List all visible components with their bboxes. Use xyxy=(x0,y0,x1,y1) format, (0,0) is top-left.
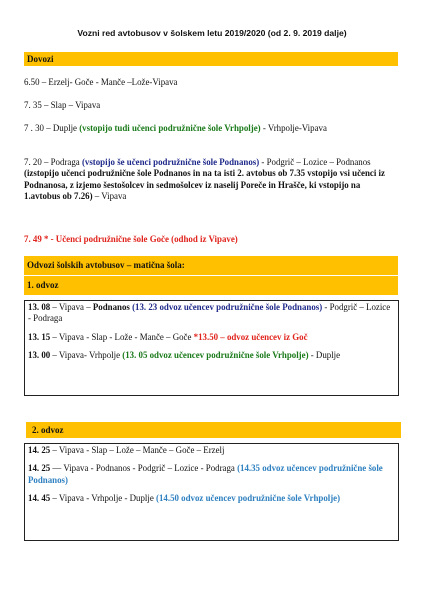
odvoz-2-row-2-route: — Vipava - Podnanos - Podgrič – Lozice - Podraga xyxy=(50,463,238,474)
dovozi-line-4-transfer-note: (izstopijo učenci podružnične šole Podnanos in na ta isti 2. avtobus ob 7.35 vstopijo vsi učenci iz Podnanosa, z izjemo šestošolcev in sedmošolcev iz naselij Poreče in Hrašče, ki vstopijo na 1.avtobus ob 7.26) xyxy=(24,168,385,202)
odvoz-2-row-2-time: 14. 25 xyxy=(28,463,51,474)
odvoz-1-row-3-note: (13. 05 odvoz učencev podružnične šole Vrhpolje) xyxy=(122,350,309,361)
odvoz-1-row-1-stop: Podnanos xyxy=(92,302,130,312)
odvoz-1-row-2-note: *13.50 – odvoz učencev iz Goč xyxy=(193,331,308,342)
odvoz-1-row-1-time: 13. 08 xyxy=(28,302,51,312)
dovozi-line-4-route: - Podgrič – Lozice – Podnanos xyxy=(259,157,371,167)
odvoz-2-row-1-time: 14. 25 xyxy=(28,445,51,455)
dovozi-header: Dovozi xyxy=(24,52,398,66)
dovozi-line-3 xyxy=(24,123,394,134)
odvoz-1-header: 1. odvoz xyxy=(24,276,398,295)
odvoz-1-row-3-time: 13. 00 xyxy=(28,350,51,361)
dovozi-line-5: 7. 49 * - Učenci podružnične šole Goče (odhod iz Vipave) xyxy=(24,234,238,244)
page-title: Vozni red avtobusov v šolskem letu 2019/2020 (od 2. 9. 2019 dalje) xyxy=(77,28,347,38)
odvoz-2-row-3-note: (14.50 odvoz učencev podružnične šole Vrhpolje) xyxy=(156,493,341,504)
odvoz-2-row-3 xyxy=(28,493,395,504)
dovozi-line-4-end: – Vipava xyxy=(92,191,127,202)
odvoz-1-row-3-route-end: - Duplje xyxy=(308,350,341,361)
odvoz-2-row-2 xyxy=(28,463,395,486)
dovozi-line-4 xyxy=(24,157,394,203)
odvoz-2-box xyxy=(24,443,399,541)
odvoz-1-row-1-note: (13. 23 odvoz učencev podružnične šole Podnanos) xyxy=(129,302,323,312)
dovozi-line-2: 7. 35 – Slap – Vipava xyxy=(24,100,101,110)
odvoz-1-row-3-route: – Vipava- Vrhpolje xyxy=(50,350,123,361)
dovozi-line-3-route: - Vrhpolje-Vipava xyxy=(260,123,327,133)
odvoz-2-row-3-route: – Vipava - Vrhpolje - Duplje xyxy=(50,493,157,504)
odvoz-1-row-3 xyxy=(28,350,395,361)
dovozi-line-4-note: (vstopijo še učenci podružnične šole Podnanos) xyxy=(81,157,260,167)
odvoz-1-row-1 xyxy=(28,302,395,325)
odvoz-1-row-2-time: 13. 15 xyxy=(28,331,51,342)
odvoz-2-row-3-time: 14. 45 xyxy=(28,493,51,504)
odvoz-1-row-1-route-end: - Podgrič – Lozice - Podraga xyxy=(28,302,391,324)
odvoz-1-row-2-route: – Vipava - Slap - Lože - Manče – Goče xyxy=(50,331,194,342)
odvoz-1-row-2 xyxy=(28,332,395,343)
dovozi-line-1: 6.50 – Erzelj- Goče - Manče –Lože-Vipava xyxy=(24,77,178,87)
dovozi-line-3-note: (vstopijo tudi učenci podružnične šole Vrhpolje) xyxy=(79,123,261,133)
odvoz-2-row-1-route: – Vipava - Slap – Lože – Manče – Goče – Erzelj xyxy=(50,445,225,455)
dovozi-line-3-time: 7 . 30 – Duplje xyxy=(24,123,80,133)
odvoz-2-row-1 xyxy=(28,445,395,456)
odvoz-1-row-1-route: – Vipava – xyxy=(50,302,93,312)
odvoz-2-header: 2. odvoz xyxy=(26,422,401,438)
odvozi-header: Odvozi šolskih avtobusov – matična šola: xyxy=(24,256,398,275)
odvoz-1-box xyxy=(24,300,399,396)
dovozi-line-4-time: 7. 20 – Podraga xyxy=(24,157,82,167)
odvoz-2-row-2-note: (14.35 odvoz učencev podružnične šole Podnanos) xyxy=(28,463,383,485)
